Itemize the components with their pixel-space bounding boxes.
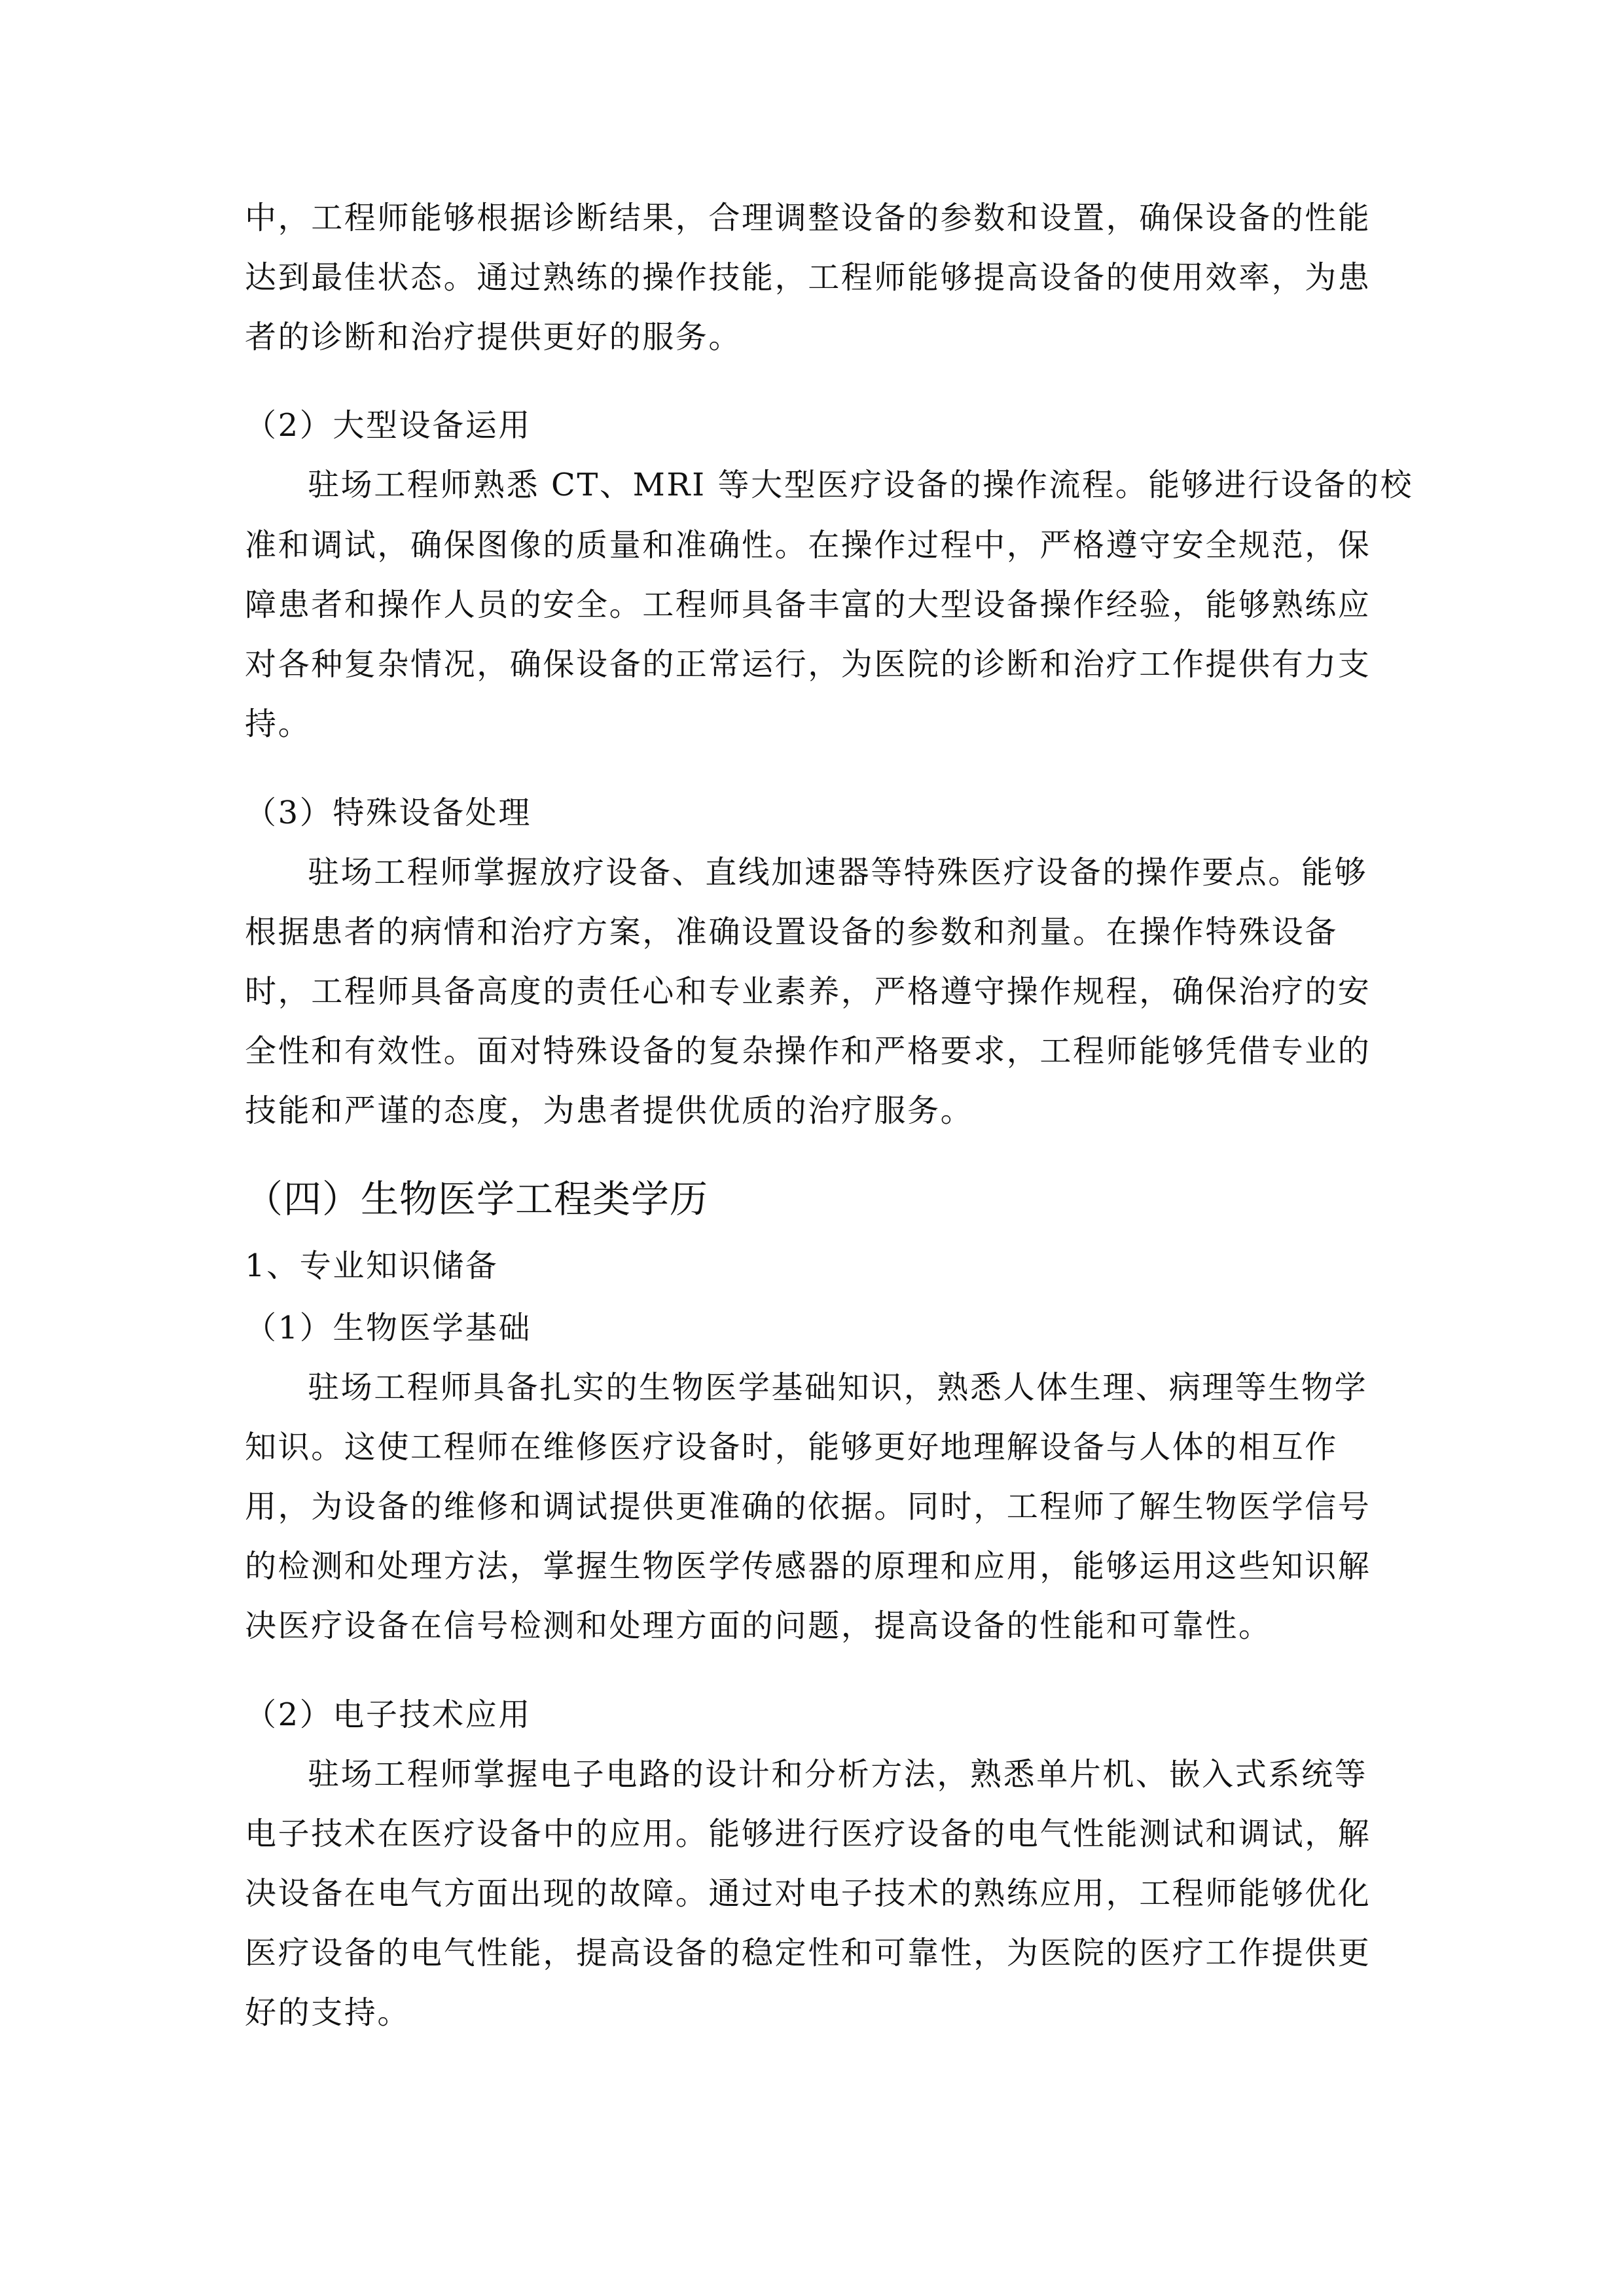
body-text-line: 技能和严谨的态度，为患者提供优质的治疗服务。 (245, 1092, 974, 1129)
subsection-heading: 1、专业知识储备 (245, 1247, 499, 1284)
body-text-line: 中，工程师能够根据诊断结果，合理调整设备的参数和设置，确保设备的性能 (245, 200, 1371, 236)
body-text-line: 用，为设备的维修和调试提供更准确的依据。同时，工程师了解生物医学信号 (245, 1488, 1371, 1525)
body-text-line: 准和调试，确保图像的质量和准确性。在操作过程中，严格遵守安全规范，保 (245, 527, 1371, 564)
body-text-line: 决设备在电气方面出现的故障。通过对电子技术的熟练应用，工程师能够优化 (245, 1875, 1371, 1912)
body-text-line: 时，工程师具备高度的责任心和专业素养，严格遵守操作规程，确保治疗的安 (245, 973, 1371, 1010)
subsection-heading: （2）电子技术应用 (245, 1696, 532, 1733)
body-text-line: 驻场工程师具备扎实的生物医学基础知识，熟悉人体生理、病理等生物学 (308, 1369, 1368, 1406)
body-text-line: 医疗设备的电气性能，提高设备的稳定性和可靠性，为医院的医疗工作提供更 (245, 1935, 1371, 1971)
body-text-line: 驻场工程师掌握电子电路的设计和分析方法，熟悉单片机、嵌入式系统等 (308, 1756, 1368, 1793)
body-text-line: 全性和有效性。面对特殊设备的复杂操作和严格要求，工程师能够凭借专业的 (245, 1033, 1371, 1069)
section-heading: （四）生物医学工程类学历 (245, 1177, 709, 1221)
subsection-heading: （1）生物医学基础 (245, 1310, 532, 1346)
body-text-line: 障患者和操作人员的安全。工程师具备丰富的大型设备操作经验，能够熟练应 (245, 586, 1371, 623)
body-text-line: 的检测和处理方法，掌握生物医学传感器的原理和应用，能够运用这些知识解 (245, 1548, 1371, 1585)
body-text-line: 达到最佳状态。通过熟练的操作技能，工程师能够提高设备的使用效率，为患 (245, 259, 1371, 296)
body-text-line: 电子技术在医疗设备中的应用。能够进行医疗设备的电气性能测试和调试，解 (245, 1816, 1371, 1852)
body-text-line: 根据患者的病情和治疗方案，准确设置设备的参数和剂量。在操作特殊设备 (245, 914, 1338, 950)
body-text-line: 驻场工程师掌握放疗设备、直线加速器等特殊医疗设备的操作要点。能够 (308, 854, 1368, 891)
body-text-line: 者的诊断和治疗提供更好的服务。 (245, 319, 742, 355)
body-text-line: 对各种复杂情况，确保设备的正常运行，为医院的诊断和治疗工作提供有力支 (245, 646, 1371, 683)
subsection-heading: （2）大型设备运用 (245, 407, 532, 444)
subsection-heading: （3）特殊设备处理 (245, 795, 532, 831)
body-text-line: 知识。这使工程师在维修医疗设备时，能够更好地理解设备与人体的相互作 (245, 1429, 1338, 1465)
body-text-line: 决医疗设备在信号检测和处理方面的问题，提高设备的性能和可靠性。 (245, 1607, 1272, 1644)
body-text-line: 驻场工程师熟悉 CT、MRI 等大型医疗设备的操作流程。能够进行设备的校 (308, 467, 1414, 503)
body-text-line: 持。 (245, 706, 312, 742)
body-text-line: 好的支持。 (245, 1994, 411, 2031)
